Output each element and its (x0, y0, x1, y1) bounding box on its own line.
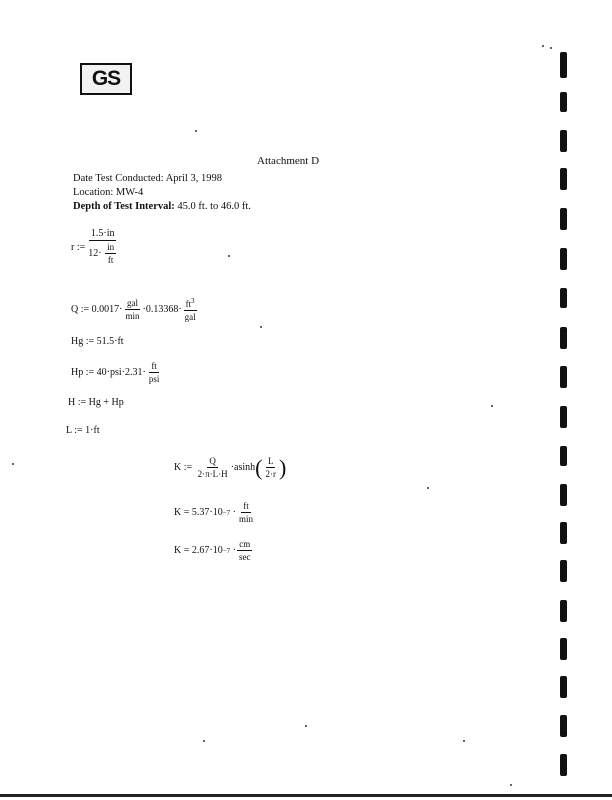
equation-k1-num: ft (243, 501, 249, 511)
page-title: Attachment D (257, 155, 320, 167)
scan-speck (510, 784, 512, 786)
location-label: Location: (73, 187, 114, 198)
binder-mark (560, 600, 567, 622)
equation-q-mid: ·0.13368· (142, 303, 182, 315)
scan-speck (305, 725, 307, 727)
equation-q-f1-den: min (125, 310, 140, 321)
binder-mark (560, 676, 567, 698)
equation-hg: Hg := 51.5·ft (71, 336, 124, 347)
scan-speck (550, 47, 552, 49)
binder-mark (560, 446, 567, 466)
binder-mark (560, 638, 567, 660)
equation-r-inner-den: ft (107, 255, 114, 265)
company-logo: GS (80, 63, 132, 95)
equation-k-arg-fraction (263, 455, 278, 480)
binder-mark (560, 560, 567, 582)
equation-k-func: ·asinh (230, 462, 256, 473)
equation-q-f2-unit: ft (185, 299, 192, 309)
scan-speck (203, 740, 205, 742)
equation-k-result-ft-min: K = 5.37·10 −7 · $\frac{ft}{\min}$ (174, 501, 254, 524)
binder-mark (560, 522, 567, 544)
equation-q-f2-exp: 3 (191, 297, 195, 305)
right-paren-icon: ) (278, 454, 287, 480)
equation-r-fraction (86, 228, 119, 266)
binder-mark (560, 366, 567, 388)
location-line (73, 187, 143, 198)
equation-r (71, 228, 120, 266)
equation-k2-lhs: K = 2.67·10 (174, 545, 223, 556)
equation-q-lhs: Q := 0.0017· (71, 303, 123, 315)
binder-mark (560, 754, 567, 776)
binder-mark (560, 168, 567, 190)
date-label: Date Test Conducted: (73, 173, 164, 184)
equation-r-inner-num: in (107, 242, 115, 252)
equation-r-inner-fraction (105, 241, 116, 266)
scan-speck (463, 740, 465, 742)
location-value: MW-4 (115, 187, 144, 198)
scan-speck (12, 463, 14, 465)
equation-q-fraction-2 (183, 295, 198, 323)
equation-k-result-cm-sec: K = 2.67·10 −7 · $\frac{cm}{\sec}$ (174, 539, 251, 562)
equation-r-den-prefix: 12· (88, 247, 102, 259)
equation-q (71, 295, 199, 323)
equation-q-f1-num: gal (126, 297, 138, 308)
equation-r-denominator (86, 241, 119, 266)
equation-k-arg-den: 2·r (265, 469, 276, 479)
binder-mark (560, 248, 567, 270)
equation-hp-num: ft (151, 361, 157, 371)
equation-hp-den: psi (148, 374, 160, 384)
equation-k2-fraction (237, 538, 253, 563)
binder-mark (560, 130, 567, 152)
equation-k2-den: sec (239, 552, 251, 562)
equation-k-definition (174, 455, 286, 480)
equation-q-fraction-1 (123, 297, 141, 322)
equation-k-den: 2·π·L·H (197, 469, 228, 479)
equation-k-num: Q (209, 456, 216, 466)
scan-speck (491, 405, 493, 407)
binder-mark (560, 484, 567, 506)
depth-value: 45.0 ft. to 46.0 ft. (177, 201, 251, 212)
equation-k2-exp: −7 (222, 546, 231, 555)
scan-speck (195, 130, 197, 132)
date-line (73, 173, 222, 184)
depth-line (73, 201, 251, 212)
binder-mark (560, 288, 567, 308)
date-value: April 3, 1998 (165, 173, 222, 184)
equation-k1-fraction (237, 500, 255, 525)
left-paren-icon: ( (255, 454, 263, 480)
scan-speck (260, 326, 262, 328)
binder-mark (560, 92, 567, 112)
equation-hp-lhs: Hp := 40·psi·2.31· (71, 367, 146, 378)
equation-l: L := 1·ft (66, 425, 100, 436)
binder-mark (560, 406, 567, 428)
equation-k1-exp: −7 (222, 508, 231, 517)
binder-mark (560, 715, 567, 737)
equation-q-f2-num (184, 295, 197, 311)
equation-k-lhs: K := (174, 462, 193, 473)
equation-h: H := Hg + Hp (68, 397, 124, 408)
scan-speck (542, 45, 544, 47)
binder-mark (560, 327, 567, 349)
equation-hp (71, 360, 162, 385)
equation-r-numerator: 1.5·in (90, 228, 115, 239)
scan-speck (427, 487, 429, 489)
binder-mark (560, 52, 567, 78)
equation-k1-den: min (239, 514, 254, 524)
equation-q-f2-den: gal (184, 312, 196, 322)
depth-label: Depth of Test Interval: (73, 201, 175, 212)
bottom-scan-edge (0, 794, 612, 797)
equation-k-fraction (196, 455, 230, 480)
equation-r-lhs: r := (71, 241, 86, 253)
equation-k2-num: cm (239, 539, 251, 549)
equation-k-arg-num: L (267, 456, 274, 466)
equation-hp-fraction (147, 360, 162, 385)
scan-speck (228, 255, 230, 257)
binder-mark (560, 208, 567, 230)
equation-k1-lhs: K = 5.37·10 (174, 507, 223, 518)
